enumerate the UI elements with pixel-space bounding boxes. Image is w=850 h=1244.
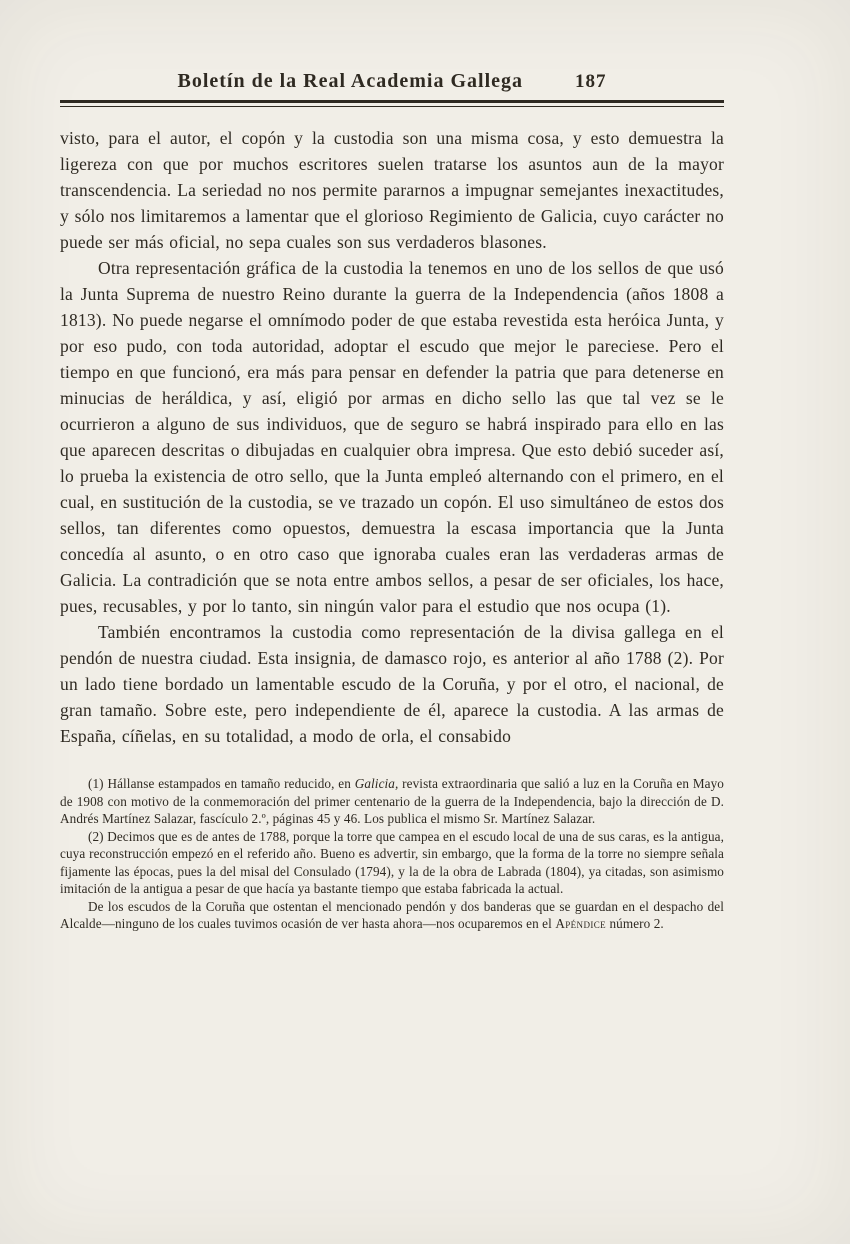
body-paragraph-3: También encontramos la custodia como representación de la divisa gallega en el pendón de nuestra ciudad. Esta insignia, de damasco rojo, es anterior al año 1788 (2). Por un lado tiene bordado un lamentable escudo de la Coruña, y por el otro, el nacional, de gran tamaño. Sobre este, pero independiente de él, aparece la custodia. A las armas de España, cíñelas, en su totalidad, a modo de orla, el consabido: [60, 622, 724, 746]
body-paragraph-1: visto, para el autor, el copón y la custodia son una misma cosa, y esto demuestra la ligereza con que por muchos escritores suelen tratarse los asuntos aun de la mayor transcendencia. La seriedad no nos permite pararnos a impugnar semejantes inexactitudes, y sólo nos limitaremos a lamentar que el glorioso Regimiento de Galicia, cuyo carácter no puede ser más oficial, no sepa cuales son sus verdaderos blasones.: [60, 128, 724, 252]
body-paragraph-2: Otra representación gráfica de la custodia la tenemos en uno de los sellos de que usó la Junta Suprema de nuestro Reino durante la guerra de la Independencia (años 1808 a 1813). No puede negarse el omnímodo poder de que estaba revestida esta heróica Junta, y por eso pudo, con toda autoridad, adoptar el escudo que mejor le pareciese. Pero el tiempo en que funcionó, era más para pensar en defender la patria que para detenerse en minucias de heráldica, y así, eligió por armas en dicho sello las que tal vez se le ocurrieron a alguno de sus individuos, que de seguro se habrá inspirado para ello en las que aparecen descritas o dibujadas en cualquier obra impresa. Que esto debió suceder así, lo prueba la existencia de otro sello, que la Junta empleó alternando con el primero, en el cual, en sustitución de la custodia, se ve trazado un copón. El uso simultáneo de estos dos sellos, tan diferentes como opuestos, demuestra la escasa importancia que la Junta concedía al asunto, o en otro caso que ignoraba cuales eran las verdaderas armas de Galicia. La contradición que se nota entre ambos sellos, a pesar de ser oficiales, los hace, pues, recusables, y por lo tanto, sin ningún valor para el estudio que nos ocupa (1).: [60, 258, 724, 616]
footnote-1-text: (1) Hállanse estampados en tamaño reducido, en: [88, 776, 355, 791]
header-rule-thick: [60, 100, 724, 103]
footnote-1-italic-title: Galicia,: [354, 776, 399, 791]
page-body: [60, 125, 724, 749]
footnote-continuation: [60, 898, 724, 933]
journal-title: Boletín de la Real Academia Gallega: [177, 70, 524, 92]
footnotes-section: [60, 775, 724, 933]
footnote-continuation-end: número 2.: [606, 916, 664, 931]
header-rule-thin: [60, 106, 724, 107]
header-line: [60, 70, 724, 93]
page-header: [60, 70, 724, 107]
footnote-2: [60, 828, 724, 898]
footnote-2-text: (2) Decimos que es de antes de 1788, porque la torre que campea en el escudo local de una de sus caras, es la antigua, cuya reconstrucción empezó en el referido año. Bueno es advertir, sin embargo, que la forma de la torre no siempre señala fijamente las épocas, pues la del misal del Consulado (1794), y la de la obra de Labrada (1804), ya citadas, son asimismo imitación de la antigua a pesar de que hacía ya bastante tiempo que estaba fabricada la actual.: [60, 828, 724, 896]
footnote-1: [60, 775, 724, 828]
footnote-continuation-text: De los escudos de la Coruña que ostentan el mencionado pendón y dos banderas que se guardan en el despacho del Alcalde—ninguno de los cuales tuvimos ocasión de ver hasta ahora—nos ocuparemos en el: [60, 898, 724, 931]
footnote-appendix-reference: Apéndice: [555, 916, 607, 931]
footnote-1-text-continued: revista extraordinaria que salió a luz en la Coruña en Mayo de 1908 con motivo de la conmemoración del primer centenario de la guerra de la Independencia, bajo la dirección de D. Andrés Martínez Salazar, fascículo 2.º, páginas 45 y 46. Los publica el mismo Sr. Martínez Salazar.: [60, 776, 724, 826]
page-number: 187: [575, 71, 607, 92]
